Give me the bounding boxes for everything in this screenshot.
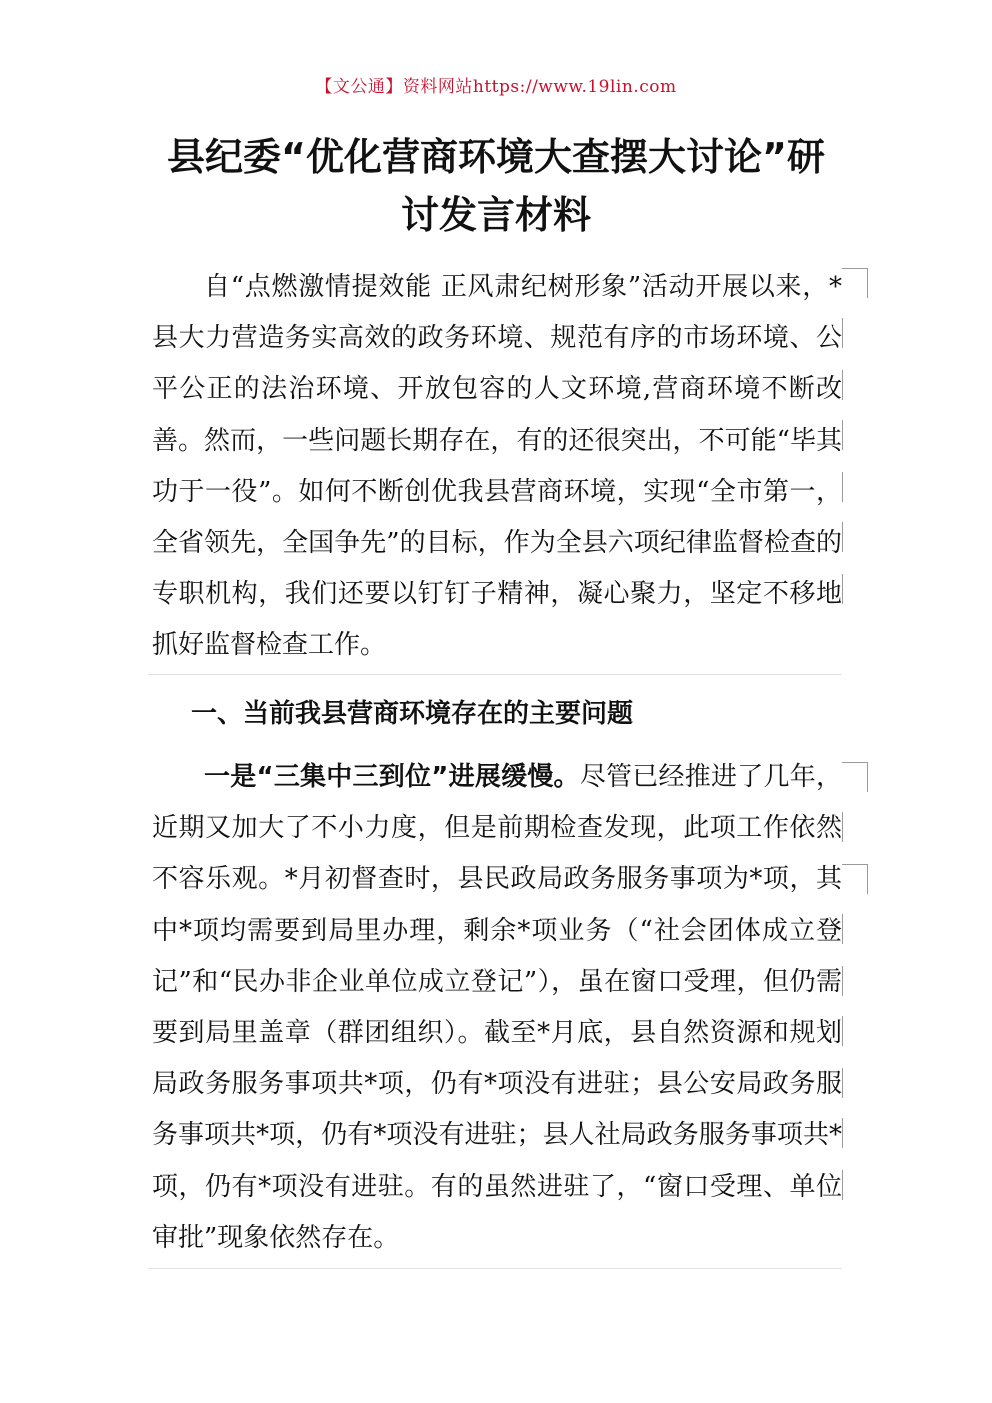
title-line-2: 讨发言材料 — [400, 193, 591, 237]
problem-one-lead: 一是“三集中三到位”进展缓慢。 — [204, 762, 580, 792]
problem-one-body: 尽管已经推进了几年，近期又加大了不小力度，但是前期检查发现，此项工作依然不容乐观。*月初督查时，县民政局政务服务事项为*项，其中*项均需要到局里办理，剩余*项业务（“社会团体成立登记”和“民办非企业单位成立登记”），虽在窗口受理，但仍需要到局里盖章（群团组织）。截至*月底，县自然资源和规划局政务服务事项共*项，仍有*项没有进驻；县公安局政务服务事项共*项，仍有*项没有进驻；县人社局政务服务事项共*项，仍有*项没有进驻。有的虽然进驻了，“窗口受理、单位审批”现象依然存在。 — [152, 762, 842, 1253]
title-line-1: 县纪委“优化营商环境大查摆大讨论”研 — [167, 135, 825, 179]
problem-one-paragraph — [152, 752, 842, 1264]
site-header: 【文公通】资料网站https://www.19lin.com — [315, 77, 677, 97]
margin-mark — [842, 1016, 843, 1046]
margin-mark — [842, 1170, 843, 1200]
margin-mark — [842, 762, 868, 763]
margin-mark — [842, 472, 843, 502]
margin-mark — [842, 966, 843, 996]
margin-mark — [842, 268, 868, 269]
margin-mark — [842, 1068, 843, 1098]
intro-paragraph: 自“点燃激情提效能 正风肃纪树形象”活动开展以来，*县大力营造务实高效的政务环境、规范有序的市场环境、公平公正的法治环境、开放包容的人文环境,营商环境不断改善。然而，一些问题长期存在，有的还很突出，不可能“毕其功于一役”。如何不断创优我县营商环境，实现“全市第一，全省领先，全国争先”的目标，作为全县六项纪律监督检查的专职机构，我们还要以钉钉子精神，凝心聚力，坚定不移地抓好监督检查工作。 — [152, 272, 842, 661]
margin-mark — [842, 574, 843, 604]
margin-mark — [842, 420, 843, 450]
margin-mark — [842, 1118, 843, 1148]
document-title — [140, 128, 852, 244]
margin-mark — [842, 864, 868, 865]
margin-mark — [842, 318, 843, 348]
margin-mark — [867, 268, 868, 298]
section-heading: 一、当前我县营商环境存在的主要问题 — [191, 699, 634, 729]
margin-mark — [842, 914, 843, 944]
margin-mark — [867, 762, 868, 792]
paragraph-divider — [148, 674, 842, 675]
margin-mark — [842, 812, 843, 842]
paragraph-divider — [148, 1268, 842, 1269]
margin-mark — [867, 864, 868, 894]
margin-mark — [842, 522, 843, 552]
margin-mark — [842, 370, 843, 400]
